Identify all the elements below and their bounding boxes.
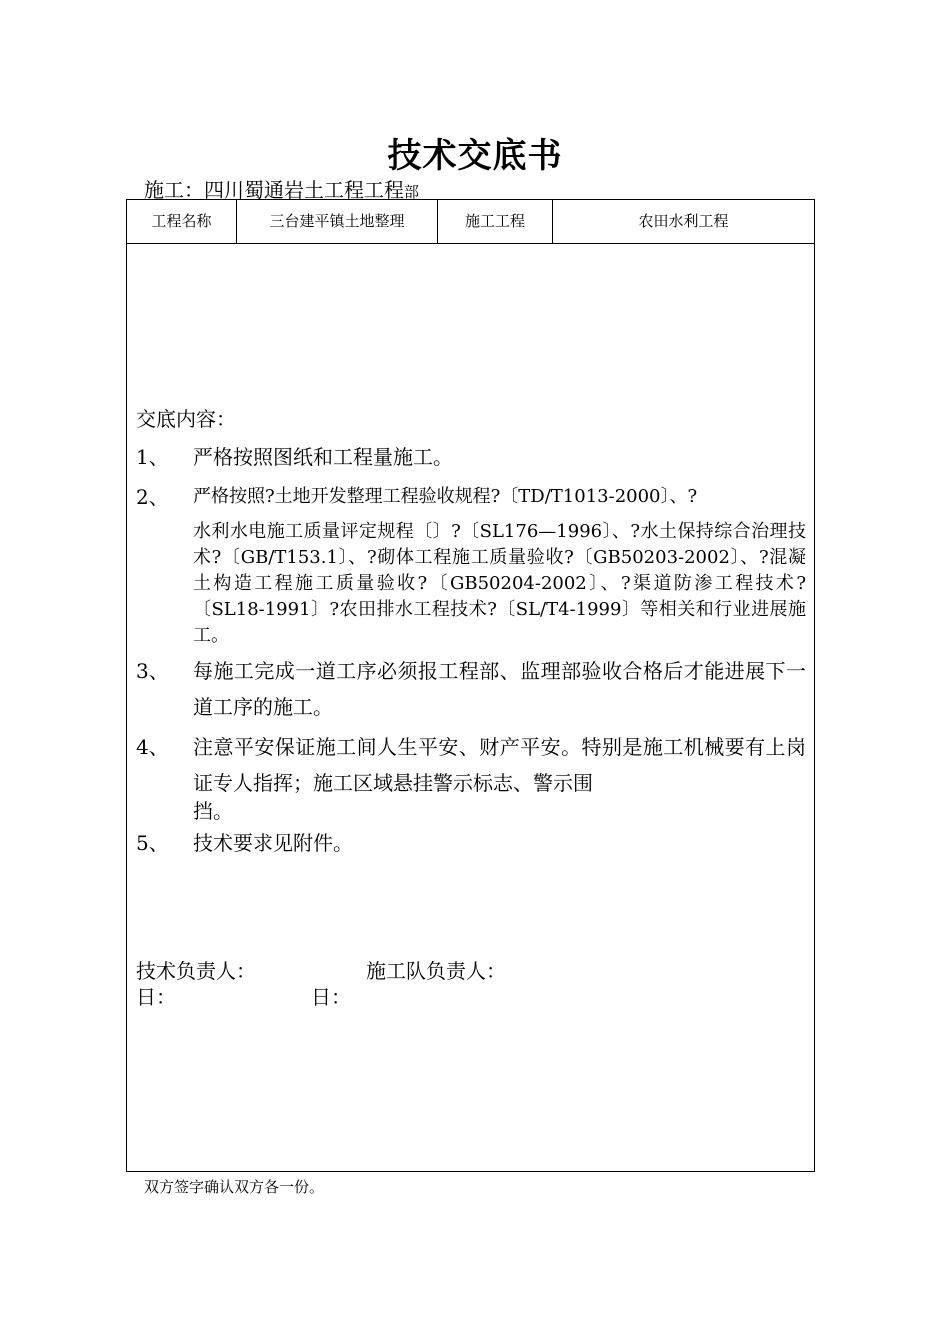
item-text: 每施工完成一道工序必须报工程部、监理部验收合格后才能进展下一道工序的施工。 — [193, 659, 806, 719]
item-number: 2、 — [136, 485, 169, 509]
signature-row — [136, 958, 806, 984]
date-left-label: 日： — [136, 985, 176, 1009]
item-text-continuation: 水利水电施工质量评定规程〔〕?〔SL176—1996〕、?水土保持综合治理技术?〔GB/T153.1〕、?砌体工程施工质量验收?〔GB50203-2002〕、?混凝土构造工程施工质量验收?〔GB50204-2002〕、?渠道防渗工程技术?〔SL18-1991〕?农田排水工程技术?〔SL/T4-1999〕等相关和行业进展施工。 — [193, 521, 806, 646]
footer-note: 双方签字确认双方各一份。 — [144, 1178, 325, 1196]
item-text-first-line: 严格按照?土地开发整理工程验收规程?〔TD/T1013-2000〕、? — [193, 486, 698, 507]
date-row — [136, 984, 806, 1010]
date-right-label: 日： — [311, 985, 351, 1009]
item-number: 3、 — [136, 659, 169, 683]
signature-block — [136, 958, 806, 1010]
document-title: 技术交底书 — [387, 136, 563, 176]
briefing-content — [136, 405, 806, 865]
item-text-tail: 挡。 — [193, 799, 233, 823]
list-item — [136, 439, 806, 475]
organization-name: 施工：四川蜀通岩土工程工程 — [144, 178, 404, 202]
construction-label: 施工工程 — [438, 200, 553, 243]
item-number: 4、 — [136, 735, 169, 759]
project-name-label: 工程名称 — [127, 200, 237, 243]
tech-lead-label: 技术负责人： — [136, 959, 256, 983]
item-number: 1、 — [136, 445, 169, 469]
item-text: 严格按照图纸和工程量施工。 — [193, 445, 453, 469]
item-number: 5、 — [136, 831, 169, 855]
list-item — [136, 825, 806, 861]
list-item — [136, 479, 806, 649]
organization-suffix: 部 — [404, 183, 420, 201]
item-text — [193, 729, 806, 821]
list-item — [136, 729, 806, 821]
content-heading: 交底内容： — [136, 407, 236, 431]
construction-value: 农田水利工程 — [638, 212, 729, 230]
project-name-value: 三台建平镇土地整理 — [237, 200, 438, 243]
item-text — [193, 479, 806, 649]
header-row — [127, 200, 814, 244]
item-text: 技术要求见附件。 — [193, 831, 353, 855]
team-lead-label: 施工队负责人： — [366, 959, 506, 983]
item-text-main: 注意平安保证施工间人生平安、财产平安。特别是施工机械要有上岗证专人指挥；施工区域悬挂警示标志、警示围 — [193, 735, 806, 795]
form-frame — [126, 199, 815, 1172]
list-item — [136, 653, 806, 725]
